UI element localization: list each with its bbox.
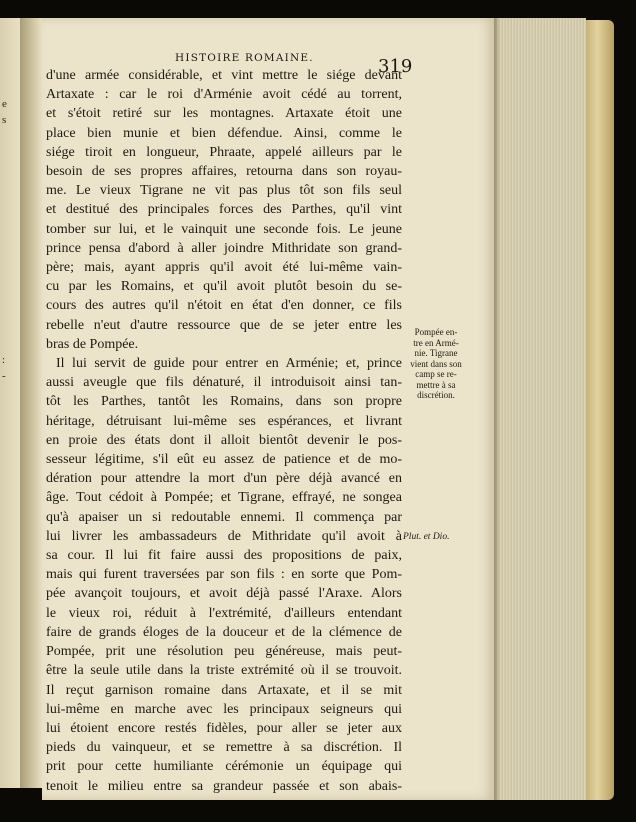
text-line: père; mais, ayant appris qu'il avoit été lui-même vain- — [46, 260, 402, 276]
text-line: tôt les Parthes, tantôt les Romains, dans son propre — [46, 394, 402, 410]
text-line: qu'à apaiser un si redoutable ennemi. Il commença par — [46, 509, 402, 525]
text-line: tomber sur lui, et le vainquit une seconde fois. Le jeune — [46, 221, 402, 237]
book-cover-edge — [586, 20, 614, 800]
text-line: en proie des états dont il alloit bientôt devenir le pos- — [46, 432, 402, 448]
text-line: aussi aveugle que fils dénaturé, il introduisoit ainsi tan- — [46, 375, 402, 391]
text-line: siége tiroit en longueur, Phraate, appelé ailleurs par le — [46, 144, 402, 160]
text-line: dération pour attendre la mort d'un père déjà avancé en — [46, 471, 402, 487]
margin-note-line: tre en Armé- — [413, 337, 459, 348]
text-line: me. Le vieux Tigrane ne vit pas plus tôt son fils seul — [46, 183, 402, 199]
page-number: 319 — [378, 56, 413, 77]
margin-note-line: mettre à sa — [416, 379, 456, 390]
margin-note-line: camp se re- — [415, 369, 457, 379]
paragraph-2 — [46, 354, 402, 796]
running-head: HISTOIRE ROMAINE. — [175, 52, 314, 64]
left-page-fragment: : — [2, 354, 6, 366]
text-line: Il lui servit de guide pour entrer en Arménie; et, prince — [56, 356, 402, 372]
text-line: et destitué des principales forces des Parthes, qu'il vint — [46, 202, 402, 218]
text-line: tenoit le milieu entre sa grandeur passée et son abais- — [46, 778, 402, 794]
text-line: le vieux roi, réduit à l'extrémité, d'ailleurs entendant — [46, 605, 402, 621]
text-line: faire de grands éloges de la douceur et de la clémence de — [46, 624, 402, 640]
text-line: héritage, détruisant lui-même ses espérances, et livrant — [46, 413, 402, 429]
left-page-edge — [0, 18, 21, 788]
text-line: cours des autres qu'il n'étoit en état d'en donner, ce fils — [46, 298, 402, 314]
page-stack-edge — [494, 18, 586, 800]
text-line: bras de Pompée. — [46, 336, 139, 352]
text-line: pée avançoit toujours, et avoit déjà passé l'Araxe. Alors — [46, 586, 402, 602]
text-line: et s'étoit retiré sur les montagnes. Artaxate étoit une — [46, 106, 402, 122]
text-line: mais qui furent traversées par son fils : en sorte que Pom- — [46, 567, 402, 583]
text-line: sesseur légitime, s'il eût eu assez de patience et de mo- — [46, 452, 402, 468]
text-line: lui livrer les ambassadeurs de Mithridate qu'il avoit à — [46, 528, 402, 544]
margin-note-line: vient dans son — [410, 358, 462, 369]
text-line: Pompée, prit une résolution peu généreuse, mais peut- — [46, 644, 402, 660]
text-line: Artaxate : car le roi d'Arménie avoit cédé au torrent, — [46, 87, 402, 103]
margin-note-line: discrétion. — [417, 390, 455, 400]
text-line: rebelle n'eut d'autre ressource que de se jeter entre les — [46, 317, 402, 333]
left-page-fragment: - — [2, 370, 6, 382]
text-line: prince pensa d'abord à aller joindre Mithridate son grand- — [46, 240, 402, 256]
paragraph-1 — [46, 66, 402, 354]
body-text — [46, 66, 402, 796]
book-gutter — [20, 18, 42, 788]
text-line: sa cour. Il lui fit faire aussi des propositions de paix, — [46, 548, 402, 564]
text-line: prit pour cette humiliante cérémonie un équipage qui — [46, 759, 402, 775]
text-line: lui-même en marche avec les principaux seigneurs qui — [46, 701, 402, 717]
text-line: d'une armée considérable, et vint mettre le siége devant — [46, 68, 402, 83]
text-line: pieds du vainqueur, et se remettre à sa discrétion. Il — [46, 740, 402, 756]
margin-note-line: nie. Tigrane — [414, 348, 458, 358]
text-line: Il reçut garnison romaine dans Artaxate, et il se mit — [46, 682, 402, 698]
text-line: cu par les Romains, et qu'il avoit plutôt besoin du se- — [46, 279, 402, 295]
margin-note — [405, 327, 467, 401]
margin-note-line: Pompée en- — [414, 327, 458, 337]
text-line: place bien munie et bien défendue. Ainsi, comme le — [46, 125, 402, 141]
text-line: lui étoient encore restés fidèles, pour aller se jeter aux — [46, 720, 402, 736]
text-line: être la seule utile dans la triste extrémité où il se trouvoit. — [46, 663, 402, 679]
left-page-fragment: s — [2, 114, 7, 126]
text-line: âge. Tout cédoit à Pompée; et Tigrane, effrayé, ne songea — [46, 490, 402, 506]
left-page-fragment: e — [2, 98, 7, 110]
text-line: besoin de ses propres affaires, retourna dans son royau- — [46, 164, 402, 180]
margin-reference: Plut. et Dio. — [403, 532, 450, 542]
